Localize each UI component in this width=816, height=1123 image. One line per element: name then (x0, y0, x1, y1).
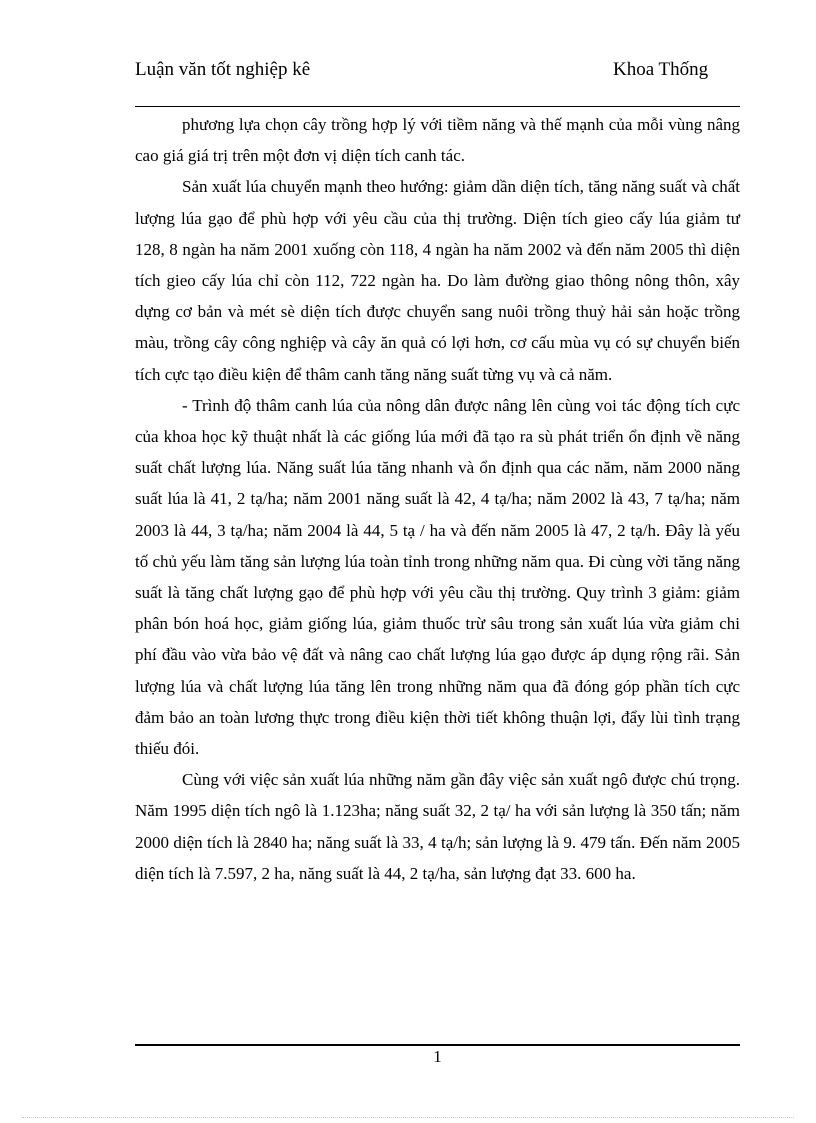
paragraph-1: phương lựa chọn cây trồng hợp lý với tiềm năng và thế mạnh của mỗi vùng nâng cao giá giá trị trên một đơn vị diện tích canh tác. (135, 115, 740, 166)
page-number: 1 (433, 1047, 442, 1066)
document-body (135, 109, 740, 889)
header-faculty-name: Khoa Thống (613, 59, 709, 80)
header-divider (135, 106, 740, 107)
paragraph-3: - Trình độ thâm canh lúa của nông dân được nâng lên cùng voi tác động tích cực của khoa học kỹ thuật nhất là các giống lúa mới đã tạo ra sù phát triển ổn định về năng suất chất lượng lúa. Năng suất lúa tăng nhanh và ổn định qua các năm, năm 2000 năng suất lúa là 41, 2 tạ/ha; năm 2001 năng suất là 42, 4 tạ/ha; năm 2002 là 43, 7 tạ/ha; năm 2003 là 44, 3 tạ/ha; năm 2004 là 44, 5 tạ / ha và đến năm 2005 là 47, 2 tạ/h. Đây là yếu tố chủ yếu làm tăng sản lượng lúa toàn tỉnh trong những năm qua. Đi cùng vời tăng năng suất là tăng chất lượng gạo để phù hợp với yêu cầu thị trường. Quy trình 3 giảm: giảm phân bón hoá học, giảm giống lúa, giảm thuốc trừ sâu trong sản xuất lúa vừa giảm chi phí đầu vào vừa bảo vệ đất và nâng cao chất lượng lúa gạo được áp dụng rộng rãi. Sản lượng lúa và chất lượng lúa tăng lên trong những năm qua đã đóng góp phần tích cực đảm bảo an toàn lương thực trong điều kiện thời tiết không thuận lợi, đẩy lùi tình trạng thiếu đói. (135, 395, 740, 759)
footer-divider (135, 1044, 740, 1046)
paragraph-2: Sản xuất lúa chuyển mạnh theo hướng: giảm dần diện tích, tăng năng suất và chất lượng lúa gạo để phù hợp với yêu cầu của thị trường. Diện tích gieo cấy lúa giảm tư 128, 8 ngàn ha năm 2001 xuống còn 118, 4 ngàn ha năm 2002 và đến năm 2005 thì diện tích gieo cấy lúa chỉ còn 112, 722 ngàn ha. Do làm đường giao thông nông thôn, xây dựng cơ bản và mét sè diện tích được chuyển sang nuôi trồng thuỷ hải sản hoặc trồng màu, trồng cây công nghiệp và cây ăn quả có lợi hơn, cơ cấu mùa vụ có sự chuyển biến tích cực tạo điều kiện để thâm canh tăng năng suất từng vụ và cả năm. (135, 177, 740, 384)
header-thesis-title: Luận văn tốt nghiệp kê (135, 59, 311, 80)
page-header (135, 58, 740, 104)
paragraph-4: Cùng với việc sản xuất lúa những năm gần đây việc sản xuất ngô được chú trọng. Năm 1995 diện tích ngô là 1.123ha; năng suất 32, 2 tạ/ ha với sản lượng là 350 tấn; năm 2000 diện tích là 2840 ha; năng suất là 33, 4 tạ/h; sản lượng là 9. 479 tấn. Đến năm 2005 diện tích là 7.597, 2 ha, năng suất là 44, 2 tạ/ha, sản lượng đạt 33. 600 ha. (135, 770, 740, 883)
page-bottom-boundary (22, 1117, 794, 1118)
